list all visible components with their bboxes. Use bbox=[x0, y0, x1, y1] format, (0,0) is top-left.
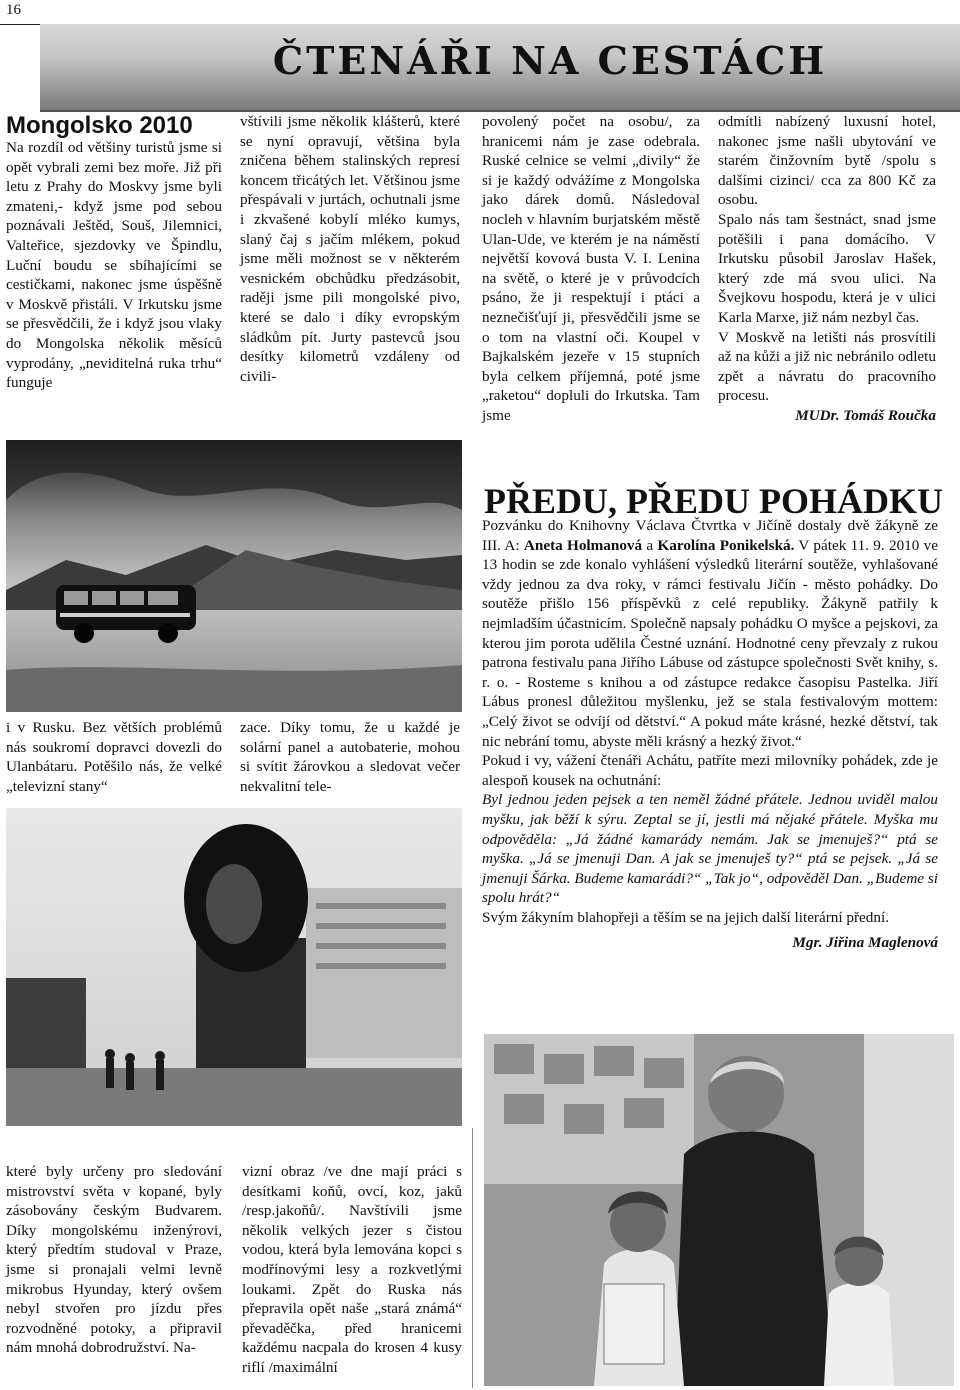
paragraph: Spalo nás tam šestnáct, snad jsme potěšili i pana domácího. V Irkutsku působil Jaroslav Hašek, který zde má svou ulici. Na Švejkovu hospodu, která je v ulici Karla Marxe, již nám nezbyl čas. bbox=[718, 210, 936, 326]
paragraph: zace. Díky tomu, že u každé je solární panel a autobaterie, mohou si svítit žárovkou a sledovat večer nekvalitní tele- bbox=[240, 719, 460, 795]
fairy-tale-excerpt: Byl jednou jeden pejsek a ten neměl žádné přátele. Jednou uviděl malou myšku, jak běží k sýru. Zeptal se jí, jestli má nějaké přátele. Myška mu odpověděla: „Já žádné kamarády nemám. Jak se jmenuješ?“ ptá se myška. „Já se jmenuji Dan. A jak se jmenuješ ty?“ ptá se pejsek. „Já se jmenuji Šárka. Budeme kamarádi?“ „Tak jo“, odpověděl Dan. „Budeme si spolu hrát?“ bbox=[482, 791, 938, 907]
paragraph: Na rozdíl od většiny turistů jsme si opět vybrali zemi bez moře. Již při letu z Prahy do Moskvy jsme byli zmateni,- když jsme pod sebou poznávali Ještěd, Souš, Jilemnici, Valteřice, sjezdovky ve Špindlu, Luční boudu se sbíhajícími se cestičkami, nakonec jsme úspěšně v Moskvě přistáli. V Irkutsku jsme se přesvědčili, že i když jsou vlaky do Mongolska několik měsíců vyprodány, „neviditelná ruka trhu“ funguje bbox=[6, 139, 222, 392]
text: a bbox=[642, 536, 658, 554]
lenin-photo-illustration bbox=[6, 808, 462, 1126]
article1-col2-bottom bbox=[242, 1162, 462, 1378]
article1-col3 bbox=[482, 112, 700, 426]
article1-col2-top bbox=[240, 112, 460, 386]
article1-col1-mid bbox=[6, 718, 222, 796]
article-title-predu: PŘEDU, PŘEDU POHÁDKU bbox=[484, 481, 943, 521]
lenin-head-monument-photo bbox=[6, 808, 462, 1126]
section-title: ČTENÁŘI NA CESTÁCH bbox=[272, 38, 828, 83]
text: V pátek 11. 9. 2010 ve 13 hodin se zde konalo vyhlášení výsledků literární soutěže, vyhlašované vždy jednou za dva roky, v rámci festivalu Jičín - město pohádky. Do soutěže přišlo 156 příspěvků z celé republiky. Žákyně patřily k nejmladším účastnicím. Společně napsaly pohádku O myšce a pejskovi, za kterou jim porota udělila Čestné uznání. Hodnotné ceny převzaly z rukou patrona festivalu pana Jiřího Lábuse od zástupce společnosti Svět knihy, s. r. o. - Rosteme s knihou a od zástupce redakce časopisu Pastelka. Jiří Lábus pronesl důležitou myšlenku, jež se stala festivalovým mottem: „Celý život se odvíjí od dětství.“ A pokud máte krásné, hezké dětství, tak nic nebrání tomu, abyste měli krásný a hezký život.“ bbox=[482, 536, 939, 750]
paragraph: které byly určeny pro sledování mistrovství světa v kopané, byly zásobovány českým Budvarem. Díky mongolskému inženýrovi, který předtím studoval v Praze, jsme si pronajali velmi levně mikrobus Hyunday, který ovšem nebyl stvořen pro jízdu přes rozvodněné potoky, a připravil nám mnohá dobrodružství. Na- bbox=[6, 1163, 222, 1357]
article1-col2-mid bbox=[240, 718, 460, 796]
article1-author: MUDr. Tomáš Roučka bbox=[795, 406, 936, 424]
award-ceremony-photo bbox=[484, 1034, 954, 1386]
text: Pozvánku do Knihovny Václava Čtvrtka v Jičíně dostaly dvě žákyně ze III. A: bbox=[482, 517, 938, 554]
article2-paragraph-4: Svým žákyním blahopřeji a těším se na jejich další literární přední. bbox=[482, 908, 889, 926]
paragraph: vizní obraz /ve dne mají práci s desítkami koňů, ovcí, koz, jaků /resp.jakoňů/. Navštívili jsme několik velkých jezer s čistou vodou, která byla lemována kopci s modřínovými lesy a rozkvetlými loukami. Zpět do Ruska nás přepravila opět naše „stará známá“ převaděčka, před hranicemi každému nacpala do krosen 4 kusy riflí /maximální bbox=[242, 1163, 462, 1376]
paragraph: V Moskvě na letišti nás prosvítili až na kůži a již nic nebránilo odletu zpět a návratu do pracovního procesu. bbox=[718, 328, 936, 405]
article-title-mongolsko: Mongolsko 2010 bbox=[6, 112, 193, 139]
article1-col1-bottom bbox=[6, 1162, 222, 1358]
article1-col4 bbox=[718, 112, 936, 426]
article1-col1-top bbox=[6, 138, 222, 393]
article2-paragraph-1 bbox=[482, 516, 938, 751]
paragraph: i v Rusku. Bez větších problémů nás soukromí dopravci dovezli do Ulanbátaru. Potěšilo nás, že velké „televizní stany“ bbox=[6, 719, 222, 795]
paragraph: odmítli nabízený luxusní hotel, nakonec jsme našli ubytování ve starém činžovním bytě /spolu s dalšími cizinci/ cca za 800 Kč za osobu. bbox=[718, 113, 936, 209]
student-name: Karolína Ponikelská. bbox=[657, 536, 795, 554]
student-name: Aneta Holmanová bbox=[523, 536, 643, 554]
column-divider bbox=[472, 1128, 473, 1388]
page-number: 16 bbox=[6, 2, 21, 18]
minibus-in-river-photo bbox=[6, 440, 462, 712]
article2-author: Mgr. Jiřina Maglenová bbox=[792, 934, 938, 952]
paragraph: vštívili jsme několik klášterů, které se nyní opravují, většina byla zničena během stalinských represí koncem třicátých let. Většinou jsme přespávali v jurtách, ochutnali jsme i zkvašené kobylí mléko kumys, slaný čaj s jačím mlékem, pokud jsme měli možnost se v některém vesnickém obchůdku předzásobit, raději jsme pili mongolské pivo, které se dalo i díky evropským sládkům pít. Jurty pastevců jsou desítky kilometrů vzdáleny od civili- bbox=[240, 113, 460, 385]
award-photo-illustration bbox=[484, 1034, 954, 1386]
article2-paragraph-2: Pokud i vy, vážení čtenáři Achátu, patříte mezi milovníky pohádek, zde je alespoň kousek na ochutnání: bbox=[482, 752, 938, 789]
article2-body bbox=[482, 516, 938, 953]
minibus-photo-illustration bbox=[6, 440, 462, 712]
paragraph: povolený počet na osobu/, za hranicemi nám je zase odebrala. Ruské celnice se velmi „divily“ že si je každý odvážíme z Mongolska jako dárek domů. Následoval nocleh v hlavním burjatském městě Ulan-Ude, ve kterém je na náměstí největší kovová busta V. I. Lenina na světě, o které je v průvodcích psáno, že ji respektují i ptáci a neznečišťují ji, přesvědčili jsme se o tom na vlastní oči. Koupel v Bajkalském jezeře v 15 stupních byla celkem příjemná, poté jsme „raketou“ dopluli do Irkutska. Tam jsme bbox=[482, 113, 700, 424]
